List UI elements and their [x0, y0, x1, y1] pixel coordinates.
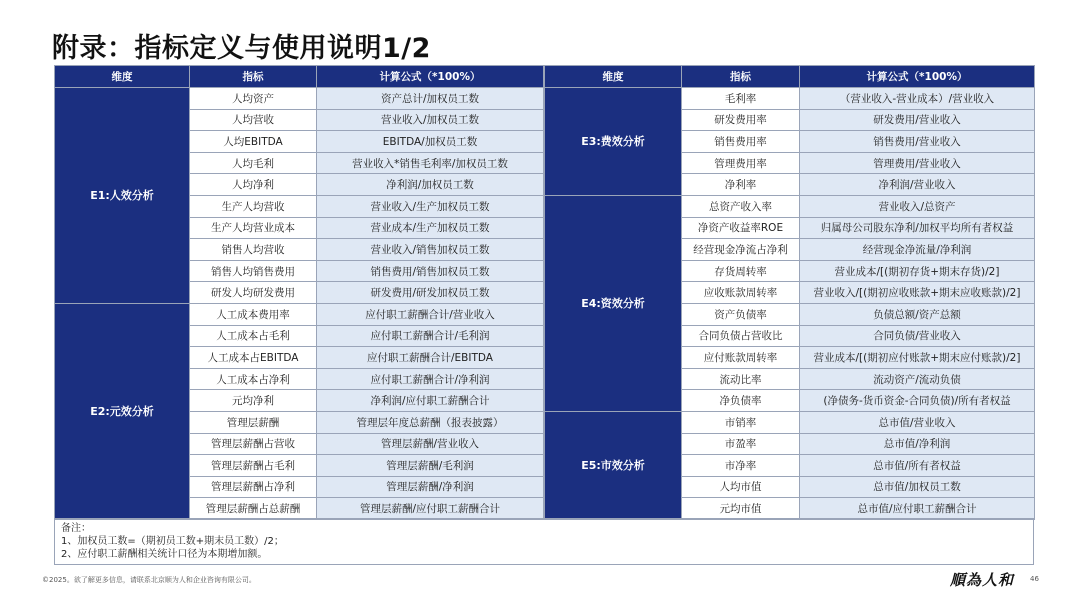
formula-cell: 归属母公司股东净利/加权平均所有者权益 — [800, 217, 1035, 239]
header-formula-left: 计算公式（*100%） — [317, 66, 544, 88]
formula-cell: 应付职工薪酬合计/营业收入 — [317, 303, 544, 325]
indicator-cell: 存货周转率 — [682, 260, 800, 282]
indicator-cell: 净资产收益率ROE — [682, 217, 800, 239]
formula-cell: 应付职工薪酬合计/净利润 — [317, 368, 544, 390]
column-gap — [544, 390, 545, 412]
notes-heading: 备注： — [61, 523, 91, 534]
column-gap — [544, 433, 545, 455]
footer-copyright: ©2025。欲了解更多信息，请联系北京顺为人和企业咨询有限公司。 — [42, 576, 256, 584]
indicator-cell: 人工成本占EBITDA — [190, 347, 317, 369]
formula-cell: 营业收入/[(期初应收账款+期末应收账款)/2] — [800, 282, 1035, 304]
column-gap — [544, 455, 545, 477]
indicator-cell: 人工成本费用率 — [190, 303, 317, 325]
dimension-cell: E4:资效分析 — [545, 195, 682, 411]
header-indicator-left: 指标 — [190, 66, 317, 88]
indicator-table — [54, 65, 1035, 520]
header-dim-left: 维度 — [55, 66, 190, 88]
indicator-cell: 研发费用率 — [682, 109, 800, 131]
column-gap — [544, 325, 545, 347]
indicator-cell: 市盈率 — [682, 433, 800, 455]
formula-cell: 总市值/所有者权益 — [800, 455, 1035, 477]
column-gap — [544, 476, 545, 498]
dimension-cell: E5:市效分析 — [545, 411, 682, 519]
formula-cell: 管理层薪酬/毛利润 — [317, 455, 544, 477]
formula-cell: EBITDA/加权员工数 — [317, 131, 544, 153]
indicator-cell: 应收账款周转率 — [682, 282, 800, 304]
dimension-cell: E1:人效分析 — [55, 88, 190, 304]
formula-cell: 净利润/营业收入 — [800, 174, 1035, 196]
formula-cell: 总市值/应付职工薪酬合计 — [800, 498, 1035, 520]
indicator-cell: 元均市值 — [682, 498, 800, 520]
header-indicator-right: 指标 — [682, 66, 800, 88]
formula-cell: （营业收入-营业成本）/营业收入 — [800, 88, 1035, 110]
table-row — [55, 411, 1035, 433]
indicator-cell: 管理层薪酬 — [190, 411, 317, 433]
formula-cell: 合同负债/营业收入 — [800, 325, 1035, 347]
column-gap — [544, 152, 545, 174]
indicator-cell: 管理层薪酬占营收 — [190, 433, 317, 455]
formula-cell: 流动资产/流动负债 — [800, 368, 1035, 390]
formula-cell: 总市值/营业收入 — [800, 411, 1035, 433]
formula-cell: 总市值/净利润 — [800, 433, 1035, 455]
indicator-cell: 净负债率 — [682, 390, 800, 412]
header-dim-right: 维度 — [545, 66, 682, 88]
header-formula-right: 计算公式（*100%） — [800, 66, 1035, 88]
indicator-cell: 销售费用率 — [682, 131, 800, 153]
indicator-cell: 经营现金净流占净利 — [682, 239, 800, 261]
column-gap — [544, 498, 545, 520]
indicator-cell: 人均营收 — [190, 109, 317, 131]
column-gap — [544, 368, 545, 390]
table-row — [55, 88, 1035, 110]
formula-cell: 净利润/应付职工薪酬合计 — [317, 390, 544, 412]
formula-cell: 研发费用/营业收入 — [800, 109, 1035, 131]
formula-cell: 负债总额/资产总额 — [800, 303, 1035, 325]
formula-cell: 营业成本/生产加权员工数 — [317, 217, 544, 239]
indicator-cell: 合同负债占营收比 — [682, 325, 800, 347]
column-gap — [544, 109, 545, 131]
indicator-cell: 销售人均营收 — [190, 239, 317, 261]
formula-cell: 营业成本/[(期初应付账款+期末应付账款)/2] — [800, 347, 1035, 369]
formula-cell: 销售费用/营业收入 — [800, 131, 1035, 153]
table-body — [55, 88, 1035, 520]
indicator-cell: 资产负债率 — [682, 303, 800, 325]
formula-cell: 应付职工薪酬合计/毛利润 — [317, 325, 544, 347]
formula-cell: 管理层薪酬/应付职工薪酬合计 — [317, 498, 544, 520]
formula-cell: 经营现金净流量/净利润 — [800, 239, 1035, 261]
indicator-cell: 净利率 — [682, 174, 800, 196]
indicator-cell: 销售人均销售费用 — [190, 260, 317, 282]
page-number: 46 — [1030, 575, 1039, 583]
indicator-cell: 应付账款周转率 — [682, 347, 800, 369]
formula-cell: 销售费用/销售加权员工数 — [317, 260, 544, 282]
indicator-cell: 人工成本占净利 — [190, 368, 317, 390]
table-header-row — [55, 66, 1035, 88]
indicator-cell: 毛利率 — [682, 88, 800, 110]
dimension-cell: E2:元效分析 — [55, 303, 190, 519]
formula-cell: 资产总计/加权员工数 — [317, 88, 544, 110]
column-gap — [544, 303, 545, 325]
indicator-cell: 人均净利 — [190, 174, 317, 196]
indicator-cell: 人均EBITDA — [190, 131, 317, 153]
column-gap — [544, 217, 545, 239]
table-row — [55, 195, 1035, 217]
formula-cell: 管理层薪酬/净利润 — [317, 476, 544, 498]
indicator-table-wrap — [54, 65, 1035, 520]
formula-cell: 营业收入/生产加权员工数 — [317, 195, 544, 217]
indicator-cell: 人均毛利 — [190, 152, 317, 174]
column-gap — [544, 131, 545, 153]
column-gap — [544, 260, 545, 282]
indicator-cell: 总资产收入率 — [682, 195, 800, 217]
formula-cell: 管理层薪酬/营业收入 — [317, 433, 544, 455]
indicator-cell: 元均净利 — [190, 390, 317, 412]
formula-cell: (净债务-货币资金-合同负债)/所有者权益 — [800, 390, 1035, 412]
column-gap — [544, 282, 545, 304]
indicator-cell: 流动比率 — [682, 368, 800, 390]
formula-cell: 营业收入/加权员工数 — [317, 109, 544, 131]
formula-cell: 总市值/加权员工数 — [800, 476, 1035, 498]
indicator-cell: 管理层薪酬占总薪酬 — [190, 498, 317, 520]
notes-line-1: 1、加权员工数=（期初员工数+期末员工数）/2； — [61, 536, 284, 547]
formula-cell: 研发费用/研发加权员工数 — [317, 282, 544, 304]
formula-cell: 应付职工薪酬合计/EBITDA — [317, 347, 544, 369]
indicator-cell: 市净率 — [682, 455, 800, 477]
indicator-cell: 人工成本占毛利 — [190, 325, 317, 347]
formula-cell: 营业收入/销售加权员工数 — [317, 239, 544, 261]
dimension-cell: E3:费效分析 — [545, 88, 682, 196]
page-title: 附录：指标定义与使用说明1/2 — [52, 33, 431, 64]
notes-line-2: 2、应付职工薪酬相关统计口径为本期增加额。 — [61, 549, 268, 560]
column-gap — [544, 174, 545, 196]
notes-box — [54, 518, 1034, 565]
indicator-cell: 市销率 — [682, 411, 800, 433]
formula-cell: 营业收入/总资产 — [800, 195, 1035, 217]
company-logo: 順為人和 — [950, 571, 1015, 589]
indicator-cell: 生产人均营业成本 — [190, 217, 317, 239]
formula-cell: 管理层年度总薪酬（报表披露） — [317, 411, 544, 433]
formula-cell: 营业收入*销售毛利率/加权员工数 — [317, 152, 544, 174]
formula-cell: 营业成本/[(期初存货+期末存货)/2] — [800, 260, 1035, 282]
indicator-cell: 人均资产 — [190, 88, 317, 110]
indicator-cell: 管理层薪酬占净利 — [190, 476, 317, 498]
indicator-cell: 生产人均营收 — [190, 195, 317, 217]
column-gap — [544, 239, 545, 261]
formula-cell: 管理费用/营业收入 — [800, 152, 1035, 174]
column-gap — [544, 347, 545, 369]
indicator-cell: 研发人均研发费用 — [190, 282, 317, 304]
indicator-cell: 管理层薪酬占毛利 — [190, 455, 317, 477]
indicator-cell: 管理费用率 — [682, 152, 800, 174]
indicator-cell: 人均市值 — [682, 476, 800, 498]
formula-cell: 净利润/加权员工数 — [317, 174, 544, 196]
